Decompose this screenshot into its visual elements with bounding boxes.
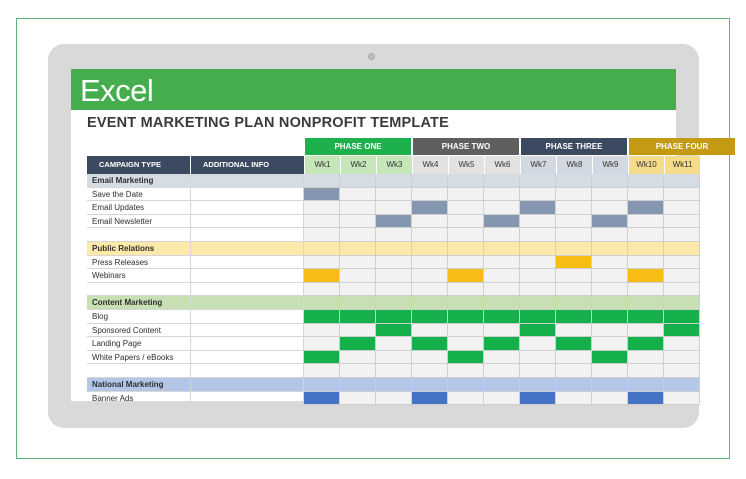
row-label[interactable]: Sponsored Content — [87, 324, 190, 338]
schedule-cell[interactable] — [592, 228, 628, 242]
schedule-cell[interactable] — [484, 201, 520, 215]
schedule-cell[interactable] — [340, 378, 376, 392]
schedule-cell[interactable] — [484, 188, 520, 202]
schedule-cell[interactable] — [412, 337, 448, 351]
schedule-cell[interactable] — [484, 242, 520, 256]
schedule-cell[interactable] — [340, 283, 376, 297]
schedule-cell[interactable] — [592, 324, 628, 338]
monitor-screen — [71, 69, 709, 403]
schedule-cell[interactable] — [448, 215, 484, 229]
schedule-cell[interactable] — [448, 201, 484, 215]
schedule-cell[interactable] — [340, 174, 376, 188]
schedule-cell[interactable] — [664, 364, 700, 378]
schedule-cell[interactable] — [304, 174, 340, 188]
schedule-cell[interactable] — [520, 256, 556, 270]
schedule-cell[interactable] — [448, 310, 484, 324]
schedule-cell[interactable] — [556, 228, 592, 242]
schedule-cell[interactable] — [592, 351, 628, 365]
schedule-cell[interactable] — [520, 296, 556, 310]
schedule-cell[interactable] — [592, 392, 628, 406]
week-header[interactable]: Wk5 — [448, 156, 484, 174]
additional-info-cell[interactable] — [190, 324, 304, 338]
schedule-cell[interactable] — [340, 215, 376, 229]
schedule-cell[interactable] — [412, 269, 448, 283]
schedule-cell[interactable] — [304, 324, 340, 338]
schedule-cell[interactable] — [664, 378, 700, 392]
schedule-cell[interactable] — [376, 242, 412, 256]
row-label[interactable]: Save the Date — [87, 188, 190, 202]
schedule-cell[interactable] — [340, 364, 376, 378]
schedule-cell[interactable] — [556, 256, 592, 270]
schedule-cell[interactable] — [412, 378, 448, 392]
row-label[interactable]: Banner Ads — [87, 392, 190, 406]
schedule-cell[interactable] — [412, 242, 448, 256]
schedule-cell[interactable] — [304, 337, 340, 351]
schedule-cell[interactable] — [448, 351, 484, 365]
additional-info-cell[interactable] — [190, 378, 304, 392]
schedule-cell[interactable] — [556, 364, 592, 378]
schedule-cell[interactable] — [628, 242, 664, 256]
additional-info-cell[interactable] — [190, 337, 304, 351]
schedule-cell[interactable] — [484, 337, 520, 351]
schedule-cell[interactable] — [556, 215, 592, 229]
schedule-cell[interactable] — [484, 364, 520, 378]
schedule-cell[interactable] — [628, 364, 664, 378]
additional-info-cell[interactable] — [190, 392, 304, 406]
schedule-cell[interactable] — [592, 256, 628, 270]
schedule-cell[interactable] — [520, 364, 556, 378]
schedule-cell[interactable] — [484, 392, 520, 406]
schedule-cell[interactable] — [520, 283, 556, 297]
schedule-cell[interactable] — [448, 364, 484, 378]
schedule-cell[interactable] — [448, 296, 484, 310]
schedule-cell[interactable] — [628, 201, 664, 215]
additional-info-cell[interactable] — [190, 283, 304, 297]
schedule-cell[interactable] — [448, 378, 484, 392]
additional-info-cell[interactable] — [190, 242, 304, 256]
schedule-cell[interactable] — [484, 228, 520, 242]
schedule-cell[interactable] — [448, 174, 484, 188]
schedule-cell[interactable] — [592, 337, 628, 351]
schedule-cell[interactable] — [448, 324, 484, 338]
schedule-cell[interactable] — [556, 201, 592, 215]
schedule-cell[interactable] — [520, 201, 556, 215]
schedule-cell[interactable] — [556, 378, 592, 392]
schedule-cell[interactable] — [592, 296, 628, 310]
row-label[interactable]: Blog — [87, 310, 190, 324]
schedule-cell[interactable] — [484, 283, 520, 297]
schedule-cell[interactable] — [376, 351, 412, 365]
schedule-cell[interactable] — [664, 188, 700, 202]
schedule-cell[interactable] — [628, 337, 664, 351]
schedule-cell[interactable] — [484, 296, 520, 310]
schedule-cell[interactable] — [412, 215, 448, 229]
row-label[interactable]: Landing Page — [87, 337, 190, 351]
schedule-cell[interactable] — [448, 188, 484, 202]
schedule-cell[interactable] — [520, 188, 556, 202]
row-label[interactable]: White Papers / eBooks — [87, 351, 190, 365]
schedule-cell[interactable] — [376, 337, 412, 351]
schedule-cell[interactable] — [556, 351, 592, 365]
schedule-cell[interactable] — [376, 392, 412, 406]
additional-info-cell[interactable] — [190, 351, 304, 365]
schedule-cell[interactable] — [592, 269, 628, 283]
additional-info-cell[interactable] — [190, 256, 304, 270]
schedule-cell[interactable] — [304, 310, 340, 324]
schedule-cell[interactable] — [628, 174, 664, 188]
schedule-cell[interactable] — [376, 269, 412, 283]
week-header[interactable]: Wk9 — [592, 156, 628, 174]
schedule-cell[interactable] — [556, 269, 592, 283]
schedule-cell[interactable] — [664, 242, 700, 256]
schedule-cell[interactable] — [520, 392, 556, 406]
schedule-cell[interactable] — [664, 392, 700, 406]
schedule-cell[interactable] — [412, 392, 448, 406]
schedule-cell[interactable] — [340, 351, 376, 365]
schedule-cell[interactable] — [340, 310, 376, 324]
schedule-cell[interactable] — [448, 283, 484, 297]
schedule-cell[interactable] — [304, 364, 340, 378]
schedule-cell[interactable] — [376, 188, 412, 202]
schedule-cell[interactable] — [592, 242, 628, 256]
schedule-cell[interactable] — [304, 201, 340, 215]
week-header[interactable]: Wk2 — [340, 156, 376, 174]
additional-info-cell[interactable] — [190, 310, 304, 324]
schedule-cell[interactable] — [340, 256, 376, 270]
additional-info-cell[interactable] — [190, 215, 304, 229]
additional-info-cell[interactable] — [190, 228, 304, 242]
header-additional-info[interactable]: ADDITIONAL INFO — [191, 156, 304, 174]
schedule-cell[interactable] — [592, 378, 628, 392]
category-label[interactable]: Email Marketing — [87, 174, 190, 188]
schedule-cell[interactable] — [376, 256, 412, 270]
additional-info-cell[interactable] — [190, 296, 304, 310]
schedule-cell[interactable] — [340, 324, 376, 338]
schedule-cell[interactable] — [484, 310, 520, 324]
schedule-cell[interactable] — [556, 310, 592, 324]
schedule-cell[interactable] — [412, 256, 448, 270]
additional-info-cell[interactable] — [190, 174, 304, 188]
week-header[interactable]: Wk6 — [484, 156, 520, 174]
schedule-cell[interactable] — [556, 324, 592, 338]
schedule-cell[interactable] — [592, 310, 628, 324]
schedule-cell[interactable] — [340, 392, 376, 406]
schedule-cell[interactable] — [592, 283, 628, 297]
schedule-cell[interactable] — [628, 351, 664, 365]
phase-header[interactable]: PHASE THREE — [521, 138, 627, 155]
schedule-cell[interactable] — [412, 188, 448, 202]
schedule-cell[interactable] — [664, 228, 700, 242]
schedule-cell[interactable] — [520, 228, 556, 242]
schedule-cell[interactable] — [412, 228, 448, 242]
schedule-cell[interactable] — [520, 242, 556, 256]
category-label[interactable]: Content Marketing — [87, 296, 190, 310]
webcam-icon — [368, 53, 375, 60]
schedule-cell[interactable] — [304, 228, 340, 242]
row-label[interactable] — [87, 228, 190, 242]
additional-info-cell[interactable] — [190, 188, 304, 202]
phase-header[interactable]: PHASE FOUR — [629, 138, 735, 155]
row-label[interactable] — [87, 283, 190, 297]
schedule-cell[interactable] — [484, 174, 520, 188]
schedule-cell[interactable] — [304, 242, 340, 256]
schedule-cell[interactable] — [376, 215, 412, 229]
schedule-cell[interactable] — [448, 392, 484, 406]
row-label[interactable]: Webinars — [87, 269, 190, 283]
additional-info-cell[interactable] — [190, 201, 304, 215]
week-header[interactable]: Wk1 — [304, 156, 340, 174]
category-label[interactable]: National Marketing — [87, 378, 190, 392]
schedule-cell[interactable] — [376, 201, 412, 215]
schedule-cell[interactable] — [664, 337, 700, 351]
schedule-cell[interactable] — [304, 378, 340, 392]
schedule-cell[interactable] — [484, 351, 520, 365]
schedule-cell[interactable] — [412, 324, 448, 338]
week-header[interactable]: Wk4 — [412, 156, 448, 174]
row-label[interactable]: Press Releases — [87, 256, 190, 270]
app-banner — [71, 69, 676, 110]
schedule-cell[interactable] — [304, 283, 340, 297]
row-label[interactable]: Email Newsletter — [87, 215, 190, 229]
week-header[interactable]: Wk10 — [628, 156, 664, 174]
schedule-cell[interactable] — [520, 174, 556, 188]
schedule-cell[interactable] — [376, 228, 412, 242]
schedule-cell[interactable] — [340, 201, 376, 215]
row-label[interactable] — [87, 364, 190, 378]
schedule-cell[interactable] — [520, 324, 556, 338]
app-title: Excel — [80, 73, 154, 108]
schedule-cell[interactable] — [340, 269, 376, 283]
schedule-cell[interactable] — [412, 283, 448, 297]
schedule-cell[interactable] — [556, 242, 592, 256]
schedule-cell[interactable] — [628, 228, 664, 242]
schedule-cell[interactable] — [664, 351, 700, 365]
phase-header[interactable]: PHASE ONE — [305, 138, 411, 155]
schedule-cell[interactable] — [376, 296, 412, 310]
schedule-cell[interactable] — [304, 256, 340, 270]
schedule-cell[interactable] — [448, 337, 484, 351]
schedule-cell[interactable] — [556, 296, 592, 310]
schedule-cell[interactable] — [628, 215, 664, 229]
schedule-cell[interactable] — [376, 324, 412, 338]
header-campaign-type[interactable]: CAMPAIGN TYPE — [87, 156, 190, 174]
schedule-cell[interactable] — [592, 174, 628, 188]
sheet-title: EVENT MARKETING PLAN NONPROFIT TEMPLATE — [87, 115, 449, 131]
schedule-cell[interactable] — [556, 392, 592, 406]
schedule-cell[interactable] — [664, 324, 700, 338]
schedule-cell[interactable] — [628, 392, 664, 406]
phase-header[interactable]: PHASE TWO — [413, 138, 519, 155]
schedule-cell[interactable] — [484, 215, 520, 229]
schedule-cell[interactable] — [520, 269, 556, 283]
schedule-cell[interactable] — [592, 188, 628, 202]
schedule-cell[interactable] — [304, 296, 340, 310]
schedule-cell[interactable] — [412, 364, 448, 378]
schedule-cell[interactable] — [520, 337, 556, 351]
schedule-cell[interactable] — [664, 256, 700, 270]
schedule-cell[interactable] — [628, 188, 664, 202]
schedule-cell[interactable] — [520, 310, 556, 324]
schedule-cell[interactable] — [340, 242, 376, 256]
schedule-cell[interactable] — [412, 174, 448, 188]
schedule-cell[interactable] — [412, 296, 448, 310]
schedule-cell[interactable] — [376, 310, 412, 324]
schedule-cell[interactable] — [412, 201, 448, 215]
schedule-cell[interactable] — [628, 256, 664, 270]
schedule-cell[interactable] — [664, 174, 700, 188]
schedule-cell[interactable] — [520, 215, 556, 229]
schedule-cell[interactable] — [664, 269, 700, 283]
schedule-cell[interactable] — [376, 283, 412, 297]
schedule-cell[interactable] — [520, 378, 556, 392]
schedule-cell[interactable] — [448, 269, 484, 283]
additional-info-cell[interactable] — [190, 364, 304, 378]
schedule-cell[interactable] — [340, 296, 376, 310]
schedule-cell[interactable] — [556, 188, 592, 202]
schedule-cell[interactable] — [412, 310, 448, 324]
schedule-cell[interactable] — [340, 228, 376, 242]
schedule-cell[interactable] — [628, 269, 664, 283]
schedule-cell[interactable] — [448, 228, 484, 242]
schedule-cell[interactable] — [484, 269, 520, 283]
schedule-cell[interactable] — [628, 378, 664, 392]
schedule-cell[interactable] — [304, 269, 340, 283]
schedule-cell[interactable] — [664, 201, 700, 215]
week-header[interactable]: Wk7 — [520, 156, 556, 174]
schedule-cell[interactable] — [592, 201, 628, 215]
schedule-cell[interactable] — [304, 215, 340, 229]
schedule-cell[interactable] — [340, 188, 376, 202]
schedule-cell[interactable] — [448, 256, 484, 270]
schedule-cell[interactable] — [628, 283, 664, 297]
row-label[interactable]: Email Updates — [87, 201, 190, 215]
schedule-cell[interactable] — [556, 174, 592, 188]
schedule-cell[interactable] — [556, 283, 592, 297]
schedule-cell[interactable] — [304, 392, 340, 406]
schedule-cell[interactable] — [628, 310, 664, 324]
schedule-cell[interactable] — [484, 378, 520, 392]
category-label[interactable]: Public Relations — [87, 242, 190, 256]
schedule-cell[interactable] — [556, 337, 592, 351]
schedule-cell[interactable] — [340, 337, 376, 351]
schedule-cell[interactable] — [664, 283, 700, 297]
schedule-cell[interactable] — [628, 324, 664, 338]
schedule-cell[interactable] — [520, 351, 556, 365]
schedule-cell[interactable] — [376, 174, 412, 188]
schedule-cell[interactable] — [664, 310, 700, 324]
schedule-cell[interactable] — [448, 242, 484, 256]
schedule-cell[interactable] — [628, 296, 664, 310]
week-header[interactable]: Wk8 — [556, 156, 592, 174]
additional-info-cell[interactable] — [190, 269, 304, 283]
schedule-cell[interactable] — [592, 364, 628, 378]
schedule-cell[interactable] — [304, 188, 340, 202]
schedule-cell[interactable] — [376, 378, 412, 392]
schedule-cell[interactable] — [484, 256, 520, 270]
schedule-cell[interactable] — [592, 215, 628, 229]
schedule-cell[interactable] — [304, 351, 340, 365]
schedule-cell[interactable] — [376, 364, 412, 378]
schedule-cell[interactable] — [664, 215, 700, 229]
week-header[interactable]: Wk3 — [376, 156, 412, 174]
schedule-cell[interactable] — [484, 324, 520, 338]
week-header[interactable]: Wk11 — [664, 156, 700, 174]
schedule-cell[interactable] — [412, 351, 448, 365]
schedule-cell[interactable] — [664, 296, 700, 310]
